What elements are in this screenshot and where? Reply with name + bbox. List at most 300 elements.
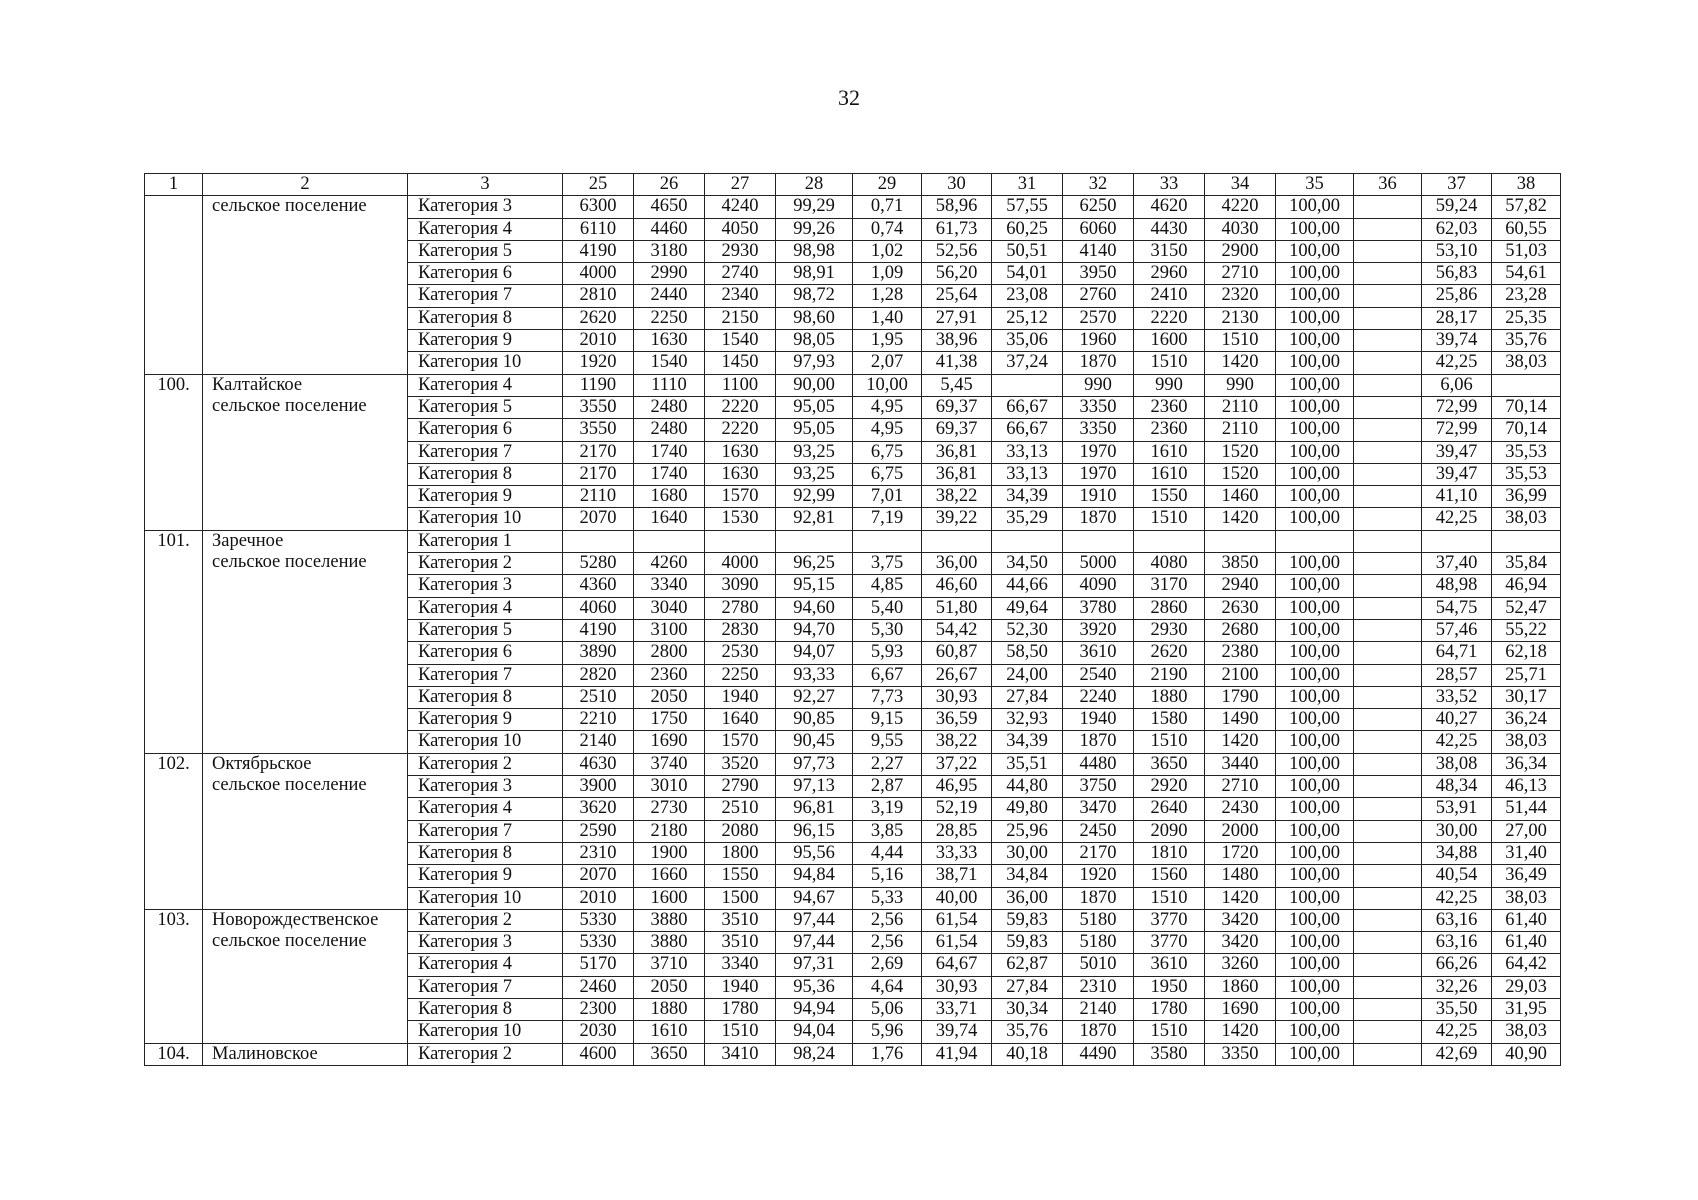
value-cell: 2210: [563, 709, 634, 731]
settlement-name-line: сельское поселение: [212, 552, 367, 573]
settlement-name: [203, 530, 408, 753]
value-cell: 4030: [1205, 218, 1276, 240]
value-cell: 35,84: [1492, 553, 1561, 575]
value-cell: 36,49: [1492, 865, 1561, 887]
settlement-name-line: сельское поселение: [212, 931, 367, 952]
category-cell: Категория 10: [408, 352, 563, 374]
column-header: 30: [922, 174, 992, 196]
value-cell: 35,29: [992, 508, 1063, 530]
value-cell: 98,24: [776, 1043, 853, 1065]
value-cell: [922, 530, 992, 552]
value-cell: 3150: [1134, 240, 1205, 262]
value-cell: 1970: [1063, 463, 1134, 485]
value-cell: 1660: [634, 865, 705, 887]
value-cell: 96,25: [776, 553, 853, 575]
value-cell: 2450: [1063, 820, 1134, 842]
value-cell: 7,73: [853, 686, 922, 708]
value-cell: 2990: [634, 263, 705, 285]
value-cell: [1354, 998, 1422, 1020]
value-cell: 2,87: [853, 776, 922, 798]
value-cell: 60,87: [922, 642, 992, 664]
column-header: 2: [203, 174, 408, 196]
value-cell: 3010: [634, 776, 705, 798]
value-cell: [853, 530, 922, 552]
value-cell: 1420: [1205, 1021, 1276, 1043]
value-cell: 38,03: [1492, 352, 1561, 374]
value-cell: 1510: [1205, 330, 1276, 352]
value-cell: [1205, 530, 1276, 552]
value-cell: 2810: [563, 285, 634, 307]
value-cell: [1063, 530, 1134, 552]
value-cell: 2220: [1134, 307, 1205, 329]
value-cell: 100,00: [1276, 307, 1354, 329]
value-cell: 96,81: [776, 798, 853, 820]
value-cell: [1354, 909, 1422, 931]
value-cell: 3550: [563, 419, 634, 441]
value-cell: 30,93: [922, 976, 992, 998]
value-cell: 1900: [634, 842, 705, 864]
value-cell: 1610: [1134, 463, 1205, 485]
value-cell: 58,96: [922, 196, 992, 218]
value-cell: [1354, 352, 1422, 374]
value-cell: 2930: [705, 240, 776, 262]
value-cell: 1190: [563, 374, 634, 396]
value-cell: 2620: [1134, 642, 1205, 664]
value-cell: [1354, 307, 1422, 329]
value-cell: 3350: [1063, 396, 1134, 418]
value-cell: 1,40: [853, 307, 922, 329]
value-cell: [1354, 664, 1422, 686]
value-cell: 100,00: [1276, 218, 1354, 240]
value-cell: 38,03: [1492, 1021, 1561, 1043]
value-cell: 2830: [705, 619, 776, 641]
value-cell: 2820: [563, 664, 634, 686]
value-cell: 100,00: [1276, 954, 1354, 976]
value-cell: 1970: [1063, 441, 1134, 463]
value-cell: 1940: [1063, 709, 1134, 731]
value-cell: 4190: [563, 619, 634, 641]
settlement-name-line: сельское поселение: [212, 395, 367, 416]
value-cell: 53,10: [1422, 240, 1492, 262]
value-cell: 42,25: [1422, 887, 1492, 909]
value-cell: 100,00: [1276, 486, 1354, 508]
category-cell: Категория 3: [408, 575, 563, 597]
value-cell: [1354, 575, 1422, 597]
value-cell: 94,94: [776, 998, 853, 1020]
value-cell: 1790: [1205, 686, 1276, 708]
value-cell: [992, 530, 1063, 552]
value-cell: 100,00: [1276, 396, 1354, 418]
value-cell: 5,16: [853, 865, 922, 887]
value-cell: 1690: [634, 731, 705, 753]
value-cell: 3610: [1134, 954, 1205, 976]
value-cell: 63,16: [1422, 909, 1492, 931]
value-cell: 1920: [1063, 865, 1134, 887]
value-cell: 99,26: [776, 218, 853, 240]
value-cell: 46,60: [922, 575, 992, 597]
value-cell: 44,66: [992, 575, 1063, 597]
value-cell: 30,17: [1492, 686, 1561, 708]
value-cell: 98,98: [776, 240, 853, 262]
category-cell: Категория 5: [408, 240, 563, 262]
value-cell: 98,60: [776, 307, 853, 329]
value-cell: 2310: [1063, 976, 1134, 998]
value-cell: 94,04: [776, 1021, 853, 1043]
value-cell: 1940: [705, 976, 776, 998]
column-header: 25: [563, 174, 634, 196]
value-cell: 7,19: [853, 508, 922, 530]
value-cell: 1600: [1134, 330, 1205, 352]
value-cell: 38,03: [1492, 731, 1561, 753]
value-cell: 66,26: [1422, 954, 1492, 976]
value-cell: 1550: [705, 865, 776, 887]
value-cell: 4600: [563, 1043, 634, 1065]
value-cell: 100,00: [1276, 642, 1354, 664]
value-cell: 1720: [1205, 842, 1276, 864]
value-cell: 1570: [705, 731, 776, 753]
value-cell: 97,44: [776, 932, 853, 954]
value-cell: 1510: [1134, 508, 1205, 530]
value-cell: 6,75: [853, 441, 922, 463]
value-cell: 94,84: [776, 865, 853, 887]
category-cell: Категория 10: [408, 887, 563, 909]
value-cell: 1810: [1134, 842, 1205, 864]
value-cell: 4460: [634, 218, 705, 240]
value-cell: 2240: [1063, 686, 1134, 708]
value-cell: 5000: [1063, 553, 1134, 575]
value-cell: 100,00: [1276, 330, 1354, 352]
value-cell: 4,64: [853, 976, 922, 998]
value-cell: 5180: [1063, 909, 1134, 931]
value-cell: 3350: [1205, 1043, 1276, 1065]
value-cell: 3420: [1205, 909, 1276, 931]
value-cell: 100,00: [1276, 463, 1354, 485]
value-cell: 52,56: [922, 240, 992, 262]
category-cell: Категория 9: [408, 709, 563, 731]
value-cell: 98,05: [776, 330, 853, 352]
page-number: 32: [838, 85, 860, 110]
value-cell: 3880: [634, 909, 705, 931]
value-cell: 3620: [563, 798, 634, 820]
value-cell: 1960: [1063, 330, 1134, 352]
value-cell: [1354, 196, 1422, 218]
value-cell: [1354, 865, 1422, 887]
value-cell: 100,00: [1276, 619, 1354, 641]
value-cell: 1510: [1134, 352, 1205, 374]
value-cell: 64,67: [922, 954, 992, 976]
value-cell: 35,50: [1422, 998, 1492, 1020]
table-row: [145, 753, 1561, 775]
category-cell: Категория 7: [408, 976, 563, 998]
value-cell: 1420: [1205, 352, 1276, 374]
value-cell: 3,75: [853, 553, 922, 575]
value-cell: 4260: [634, 553, 705, 575]
value-cell: 35,76: [1492, 330, 1561, 352]
value-cell: 1,02: [853, 240, 922, 262]
value-cell: 6,06: [1422, 374, 1492, 396]
settlement-name: [203, 1043, 408, 1065]
category-cell: Категория 4: [408, 218, 563, 240]
value-cell: 35,53: [1492, 463, 1561, 485]
value-cell: 33,52: [1422, 686, 1492, 708]
value-cell: 100,00: [1276, 998, 1354, 1020]
value-cell: 97,31: [776, 954, 853, 976]
value-cell: 4360: [563, 575, 634, 597]
value-cell: 35,51: [992, 753, 1063, 775]
value-cell: 33,13: [992, 441, 1063, 463]
value-cell: 4480: [1063, 753, 1134, 775]
category-cell: Категория 2: [408, 1043, 563, 1065]
value-cell: 27,84: [992, 976, 1063, 998]
value-cell: 94,60: [776, 597, 853, 619]
value-cell: 3610: [1063, 642, 1134, 664]
value-cell: 1870: [1063, 508, 1134, 530]
value-cell: 2940: [1205, 575, 1276, 597]
value-cell: 100,00: [1276, 352, 1354, 374]
value-cell: 1420: [1205, 731, 1276, 753]
value-cell: 49,80: [992, 798, 1063, 820]
value-cell: 2070: [563, 508, 634, 530]
row-number: 101.: [145, 530, 203, 753]
value-cell: 90,85: [776, 709, 853, 731]
value-cell: 93,25: [776, 441, 853, 463]
value-cell: 2920: [1134, 776, 1205, 798]
value-cell: 97,93: [776, 352, 853, 374]
settlement-name-line: Калтайское: [212, 374, 303, 395]
value-cell: 100,00: [1276, 976, 1354, 998]
value-cell: 51,80: [922, 597, 992, 619]
value-cell: [1134, 530, 1205, 552]
value-cell: 2780: [705, 597, 776, 619]
value-cell: [1354, 263, 1422, 285]
category-cell: Категория 10: [408, 508, 563, 530]
value-cell: 1870: [1063, 1021, 1134, 1043]
value-cell: 30,34: [992, 998, 1063, 1020]
value-cell: 2150: [705, 307, 776, 329]
value-cell: 53,91: [1422, 798, 1492, 820]
value-cell: 2300: [563, 998, 634, 1020]
value-cell: 95,56: [776, 842, 853, 864]
value-cell: 1580: [1134, 709, 1205, 731]
value-cell: 2110: [563, 486, 634, 508]
value-cell: [1354, 932, 1422, 954]
value-cell: 3920: [1063, 619, 1134, 641]
value-cell: 39,47: [1422, 441, 1492, 463]
value-cell: 2480: [634, 396, 705, 418]
value-cell: 1100: [705, 374, 776, 396]
value-cell: 38,03: [1492, 508, 1561, 530]
category-cell: Категория 7: [408, 820, 563, 842]
value-cell: 46,95: [922, 776, 992, 798]
value-cell: 3950: [1063, 263, 1134, 285]
value-cell: 3,85: [853, 820, 922, 842]
column-header: 29: [853, 174, 922, 196]
value-cell: 2250: [705, 664, 776, 686]
value-cell: 1520: [1205, 463, 1276, 485]
value-cell: 58,50: [992, 642, 1063, 664]
value-cell: 100,00: [1276, 686, 1354, 708]
value-cell: 25,96: [992, 820, 1063, 842]
value-cell: 40,90: [1492, 1043, 1561, 1065]
value-cell: 39,74: [922, 1021, 992, 1043]
value-cell: 3340: [634, 575, 705, 597]
value-cell: 2140: [563, 731, 634, 753]
value-cell: 38,96: [922, 330, 992, 352]
value-cell: 9,15: [853, 709, 922, 731]
value-cell: 100,00: [1276, 776, 1354, 798]
value-cell: 5,45: [922, 374, 992, 396]
value-cell: 3650: [1134, 753, 1205, 775]
value-cell: [1354, 842, 1422, 864]
category-cell: Категория 2: [408, 909, 563, 931]
value-cell: 38,08: [1422, 753, 1492, 775]
value-cell: 1510: [1134, 887, 1205, 909]
value-cell: 100,00: [1276, 932, 1354, 954]
value-cell: 40,54: [1422, 865, 1492, 887]
value-cell: 92,99: [776, 486, 853, 508]
value-cell: 3750: [1063, 776, 1134, 798]
value-cell: 2070: [563, 865, 634, 887]
category-cell: Категория 9: [408, 486, 563, 508]
value-cell: 39,47: [1422, 463, 1492, 485]
value-cell: 1780: [1134, 998, 1205, 1020]
value-cell: 97,44: [776, 909, 853, 931]
value-cell: 2250: [634, 307, 705, 329]
value-cell: 3900: [563, 776, 634, 798]
value-cell: 2170: [563, 441, 634, 463]
value-cell: 60,55: [1492, 218, 1561, 240]
value-cell: 1530: [705, 508, 776, 530]
value-cell: 54,75: [1422, 597, 1492, 619]
value-cell: [1354, 530, 1422, 552]
column-header: 32: [1063, 174, 1134, 196]
value-cell: 100,00: [1276, 842, 1354, 864]
value-cell: 1950: [1134, 976, 1205, 998]
value-cell: 3770: [1134, 909, 1205, 931]
value-cell: 0,74: [853, 218, 922, 240]
value-cell: 6250: [1063, 196, 1134, 218]
value-cell: 3170: [1134, 575, 1205, 597]
value-cell: 33,71: [922, 998, 992, 1020]
value-cell: 39,22: [922, 508, 992, 530]
table-row: [145, 530, 1561, 552]
value-cell: 2,56: [853, 909, 922, 931]
value-cell: 2360: [1134, 396, 1205, 418]
value-cell: 52,30: [992, 619, 1063, 641]
value-cell: 31,40: [1492, 842, 1561, 864]
value-cell: 5,06: [853, 998, 922, 1020]
category-cell: Категория 6: [408, 419, 563, 441]
value-cell: 2680: [1205, 619, 1276, 641]
value-cell: 100,00: [1276, 753, 1354, 775]
value-cell: 1540: [634, 352, 705, 374]
value-cell: 100,00: [1276, 597, 1354, 619]
category-cell: Категория 7: [408, 285, 563, 307]
value-cell: 1860: [1205, 976, 1276, 998]
value-cell: 96,15: [776, 820, 853, 842]
row-number: 100.: [145, 374, 203, 530]
value-cell: 56,83: [1422, 263, 1492, 285]
value-cell: 69,37: [922, 396, 992, 418]
table-body: [145, 174, 1561, 1066]
value-cell: 1570: [705, 486, 776, 508]
value-cell: 1740: [634, 463, 705, 485]
value-cell: 36,59: [922, 709, 992, 731]
value-cell: [1354, 686, 1422, 708]
value-cell: 2,27: [853, 753, 922, 775]
value-cell: 1640: [705, 709, 776, 731]
value-cell: 2430: [1205, 798, 1276, 820]
value-cell: 3090: [705, 575, 776, 597]
value-cell: 48,98: [1422, 575, 1492, 597]
value-cell: [1492, 374, 1561, 396]
value-cell: 38,22: [922, 731, 992, 753]
value-cell: 3180: [634, 240, 705, 262]
value-cell: 2050: [634, 976, 705, 998]
value-cell: 34,39: [992, 486, 1063, 508]
value-cell: 100,00: [1276, 196, 1354, 218]
category-cell: Категория 4: [408, 374, 563, 396]
value-cell: 4140: [1063, 240, 1134, 262]
value-cell: 2380: [1205, 642, 1276, 664]
value-cell: 100,00: [1276, 441, 1354, 463]
value-cell: 37,22: [922, 753, 992, 775]
value-cell: 94,67: [776, 887, 853, 909]
value-cell: 2090: [1134, 820, 1205, 842]
value-cell: 1940: [705, 686, 776, 708]
value-cell: [1354, 1021, 1422, 1043]
value-cell: 4650: [634, 196, 705, 218]
table-row: [145, 909, 1561, 931]
value-cell: 4220: [1205, 196, 1276, 218]
value-cell: 100,00: [1276, 1021, 1354, 1043]
value-cell: 4000: [705, 553, 776, 575]
settlement-name: [203, 753, 408, 909]
value-cell: 90,45: [776, 731, 853, 753]
value-cell: 70,14: [1492, 419, 1561, 441]
value-cell: 38,71: [922, 865, 992, 887]
value-cell: 9,55: [853, 731, 922, 753]
value-cell: [1354, 486, 1422, 508]
value-cell: 2,69: [853, 954, 922, 976]
value-cell: 5330: [563, 909, 634, 931]
value-cell: 97,13: [776, 776, 853, 798]
value-cell: [1354, 330, 1422, 352]
value-cell: 35,06: [992, 330, 1063, 352]
value-cell: 94,07: [776, 642, 853, 664]
value-cell: 3550: [563, 396, 634, 418]
value-cell: 3340: [705, 954, 776, 976]
value-cell: [992, 374, 1063, 396]
value-cell: 3440: [1205, 753, 1276, 775]
value-cell: 3040: [634, 597, 705, 619]
value-cell: 100,00: [1276, 285, 1354, 307]
value-cell: 92,81: [776, 508, 853, 530]
value-cell: 5,40: [853, 597, 922, 619]
category-cell: Категория 8: [408, 463, 563, 485]
value-cell: 95,05: [776, 419, 853, 441]
value-cell: 2900: [1205, 240, 1276, 262]
row-number: 103.: [145, 909, 203, 1043]
value-cell: 36,81: [922, 441, 992, 463]
category-cell: Категория 9: [408, 330, 563, 352]
value-cell: 2030: [563, 1021, 634, 1043]
value-cell: 3510: [705, 909, 776, 931]
value-cell: 27,91: [922, 307, 992, 329]
value-cell: [1354, 419, 1422, 441]
value-cell: 95,05: [776, 396, 853, 418]
value-cell: 23,08: [992, 285, 1063, 307]
